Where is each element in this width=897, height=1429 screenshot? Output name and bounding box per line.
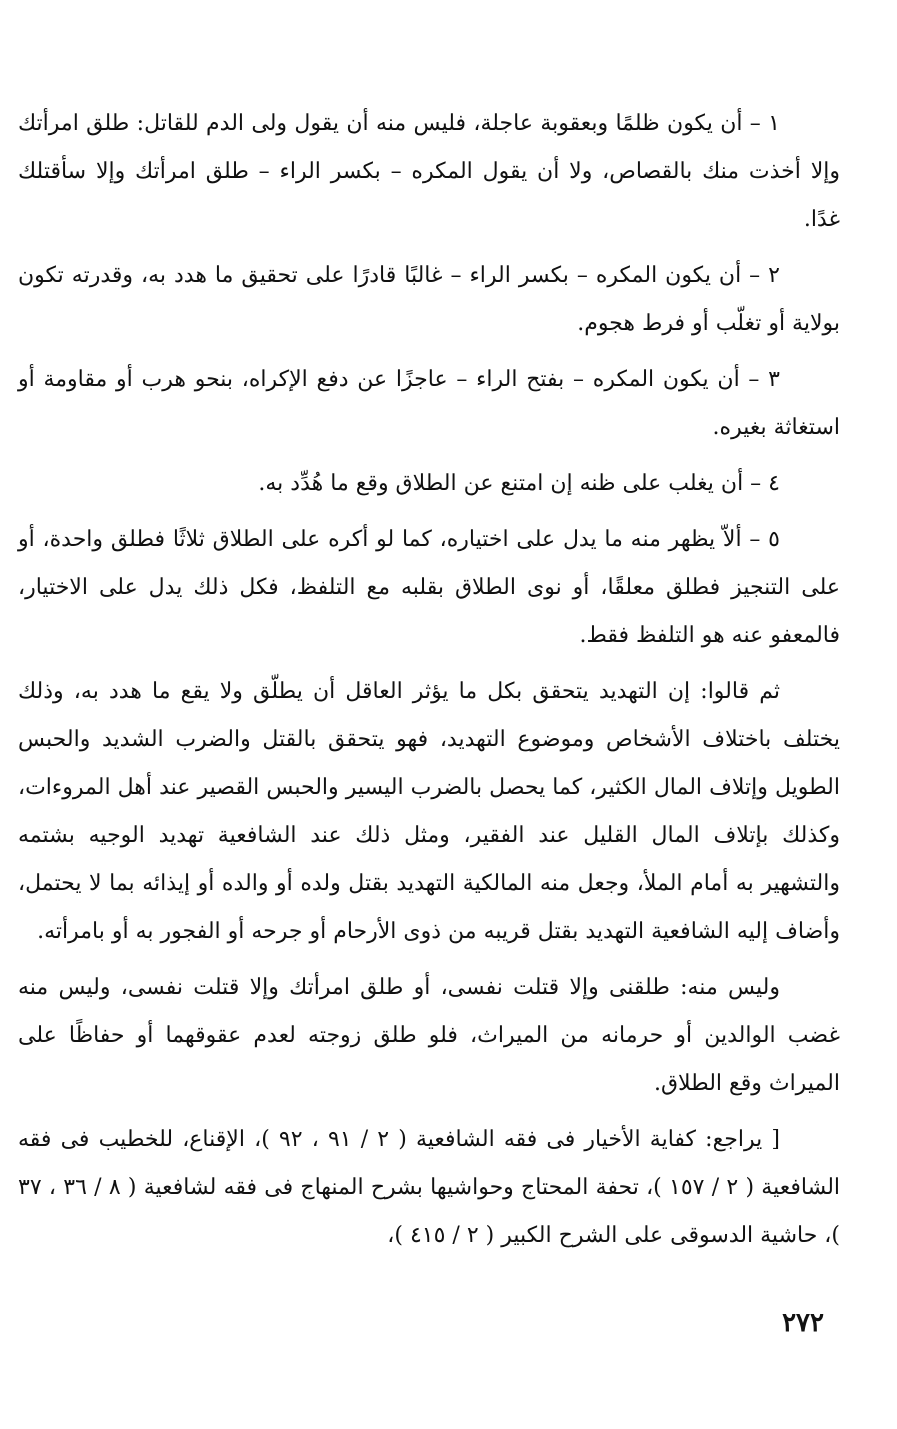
paragraph-references: [ يراجع: كفاية الأخيار فى فقه الشافعية ( ٢ / ٩١ ، ٩٢ )، الإقناع، للخطيب فى فقه الشافعية ( ٢ / ١٥٧ )، تحفة المحتاج وحواشيها بشرح المنهاج فى فقه لشافعية ( ٨ / ٣٦ ، ٣٧ )، حاشية الدسوقى على الشرح الكبير ( ٢ / ٤١٥ )،	[18, 1127, 841, 1248]
paragraph-threat-definition: ثم قالوا: إن التهديد يتحقق بكل ما يؤثر العاقل أن يطلّق ولا يقع ما هدد به، وذلك يختلف باختلاف الأشخاص وموضوع التهديد، فهو يتحقق بالقتل والضرب الشديد والحبس الطويل وإتلاف المال الكثير، كما يحصل بالضرب اليسير والحبس القصير عند أهل المروءات، وكذلك بإتلاف المال القليل عند الفقير، ومثل ذلك عند الشافعية تهديد الوجيه بشتمه والتشهير به أمام الملأ، وجعل منه المالكية التهديد بقتل ولده أو والده أو إيذائه بما لا يحتمل، وأضاف إليه الشافعية التهديد بقتل قريبه من ذوى الأرحام أو جرحه أو الفجور به أو بامرأته.	[18, 679, 840, 944]
paragraph-condition-5: ٥ – ألاّ يظهر منه ما يدل على اختياره، كما لو أكره على الطلاق ثلاثًا فطلق واحدة، أو على التنجيز فطلق معلقًا، أو نوى الطلاق بقلبه مع التلفظ، فكل ذلك يدل على الاختيار، فالمعفو عنه هو التلفظ فقط.	[18, 527, 840, 648]
paragraph-condition-4: ٤ – أن يغلب على ظنه إن امتنع عن الطلاق وقع ما هُدِّد به.	[258, 471, 780, 496]
paragraph-condition-2: ٢ – أن يكون المكره – بكسر الراء – غالبًا قادرًا على تحقيق ما هدد به، وقدرته تكون بولاية أو تغلّب أو فرط هجوم.	[18, 263, 840, 336]
page-number: ٢٧٢	[782, 1308, 824, 1338]
paragraph-condition-3: ٣ – أن يكون المكره – بفتح الراء – عاجزًا عن دفع الإكراه، بنحو هرب أو مقاومة أو استغاثة بغيره.	[18, 367, 840, 440]
body-text	[18, 100, 840, 1268]
paragraph-exclusions: وليس منه: طلقنى وإلا قتلت نفسى، أو طلق امرأتك وإلا قتلت نفسى، وليس منه غضب الوالدين أو حرمانه من الميراث، فلو طلق زوجته لعدم عقوقهما أو حفاظًا على الميراث وقع الطلاق.	[18, 975, 840, 1096]
paragraph-condition-1: ١ – أن يكون ظلمًا وبعقوبة عاجلة، فليس منه أن يقول ولى الدم للقاتل: طلق امرأتك وإلا أخذت منك بالقصاص، ولا أن يقول المكره – بكسر الراء – طلق امرأتك وإلا سأقتلك غدًا.	[18, 111, 840, 232]
